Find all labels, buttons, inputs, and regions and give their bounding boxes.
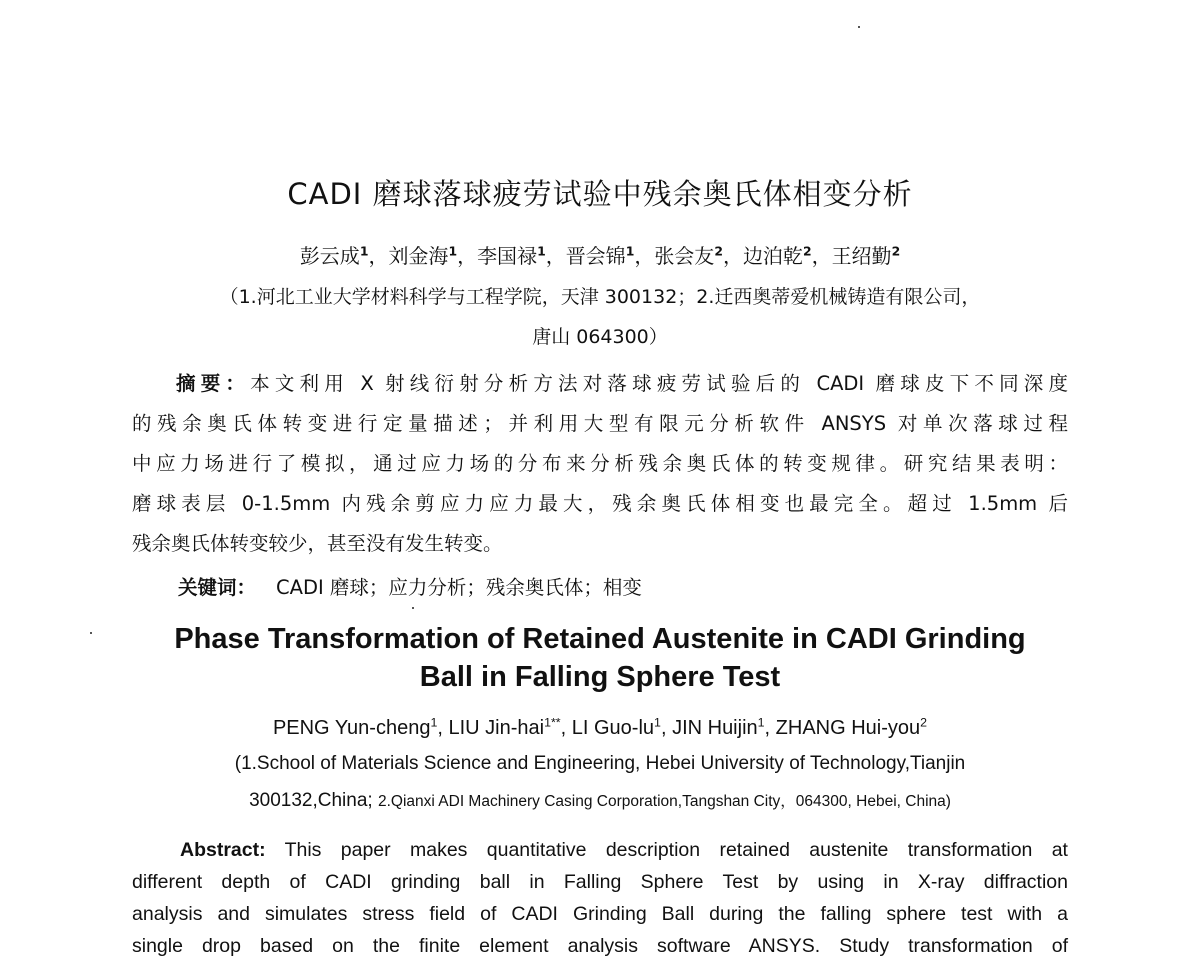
english-author-affiliation-mark: 1: [757, 715, 765, 730]
chinese-author-name: 边泊乾: [742, 244, 803, 268]
english-abstract-line: Abstract: This paper makes quantitative description retained austenite transformation at: [180, 839, 1068, 861]
english-author-affiliation-mark: 2: [920, 715, 928, 730]
chinese-abstract-line: 残余奥氏体转变较少，甚至没有发生转变。: [132, 532, 503, 555]
chinese-author-affiliation-mark: 1: [359, 243, 369, 259]
scan-speck: [412, 607, 414, 609]
english-author-separator: ,: [560, 717, 572, 739]
chinese-abstract-line: 中应力场进行了模拟，通过应力场的分布来分析残余奥氏体的转变规律。研究结果表明：: [132, 452, 1068, 475]
chinese-author-name: 李国禄: [477, 244, 538, 268]
chinese-author-name: 彭云成: [299, 244, 360, 268]
english-author-separator: ,: [764, 717, 776, 739]
english-abstract-line: analysis and simulates stress field of CADI Grinding Ball during the falling sphere test with a: [132, 903, 1068, 925]
english-author-affiliation-mark: 1: [430, 715, 438, 730]
chinese-abstract-line: 磨球表层 0-1.5mm 内残余剪应力应力最大，残余奥氏体相变也最完全。超过 1.5mm 后: [132, 492, 1068, 515]
english-author-separator: ,: [437, 717, 449, 739]
english-author-name: PENG Yun-cheng: [272, 717, 431, 739]
chinese-author-separator: ，: [545, 244, 566, 268]
english-title-line2: Ball in Falling Sphere Test: [419, 661, 781, 693]
chinese-keywords-text: CADI 磨球；应力分析；残余奥氏体；相变: [276, 576, 642, 599]
chinese-author-name: 王绍勤: [831, 244, 892, 268]
english-title-line1: Phase Transformation of Retained Austenite in CADI Grinding: [174, 623, 1026, 655]
chinese-keywords: [178, 572, 642, 600]
chinese-author-name: 晋会锦: [565, 244, 626, 268]
english-author-affiliation-mark: 1: [654, 715, 661, 730]
english-author-name: JIN Huijin: [672, 717, 758, 739]
english-affiliation-line1: (1.School of Materials Science and Engineering, Hebei University of Technology,Tianjin: [234, 753, 966, 774]
scan-speck: [858, 26, 860, 28]
chinese-author-separator: ，: [457, 244, 478, 268]
chinese-affiliation-line2: 唐山 064300）: [532, 326, 668, 348]
chinese-title: [0, 172, 1200, 213]
english-author-name: LI Guo-lu: [571, 717, 655, 739]
chinese-author-separator: ，: [368, 244, 389, 268]
chinese-author-separator: ，: [722, 244, 743, 268]
english-abstract-line: single drop based on the finite element analysis software ANSYS. Study transformation of: [132, 935, 1068, 957]
chinese-author-affiliation-mark: 2: [802, 243, 812, 259]
chinese-abstract: [132, 364, 1068, 564]
english-affiliation-line2: 300132,China; 2.Qianxi ADI Machinery Casing Corporation,Tangshan City，064300, Hebei, China): [249, 790, 951, 811]
english-author-affiliation-mark: 1**: [544, 715, 561, 730]
chinese-author-affiliation-mark: 1: [537, 243, 546, 259]
chinese-author-affiliation-mark: 2: [891, 243, 901, 259]
chinese-keywords-label: 关键词：: [178, 576, 257, 599]
chinese-title-text: CADI 磨球落球疲劳试验中残余奥氏体相变分析: [287, 177, 913, 211]
chinese-author-separator: ，: [634, 244, 655, 268]
chinese-author-affiliation-mark: 1: [625, 243, 635, 259]
english-author-name: LIU Jin-hai: [448, 717, 545, 739]
chinese-abstract-label: 摘要：: [176, 372, 251, 395]
chinese-affiliation-line1: （1.河北工业大学材料科学与工程学院，天津 300132；2.迁西奥蒂爱机械铸造有限公司，: [219, 286, 981, 308]
english-author-name: ZHANG Hui-you: [775, 717, 921, 739]
chinese-abstract-line: 摘要：本文利用 X 射线衍射分析方法对落球疲劳试验后的 CADI 磨球皮下不同深度: [176, 372, 1068, 395]
english-author-separator: ,: [660, 717, 673, 739]
english-abstract-line: different depth of CADI grinding ball in Falling Sphere Test by using in X-ray diffraction: [132, 871, 1068, 893]
english-authors: [0, 717, 1200, 740]
english-abstract-label: Abstract:: [180, 839, 266, 861]
chinese-author-name: 张会友: [654, 244, 715, 268]
chinese-author-affiliation-mark: 2: [714, 243, 723, 259]
chinese-author-name: 刘金海: [388, 244, 449, 268]
chinese-author-separator: ，: [811, 244, 832, 268]
chinese-abstract-line: 的残余奥氏体转变进行定量描述；并利用大型有限元分析软件 ANSYS 对单次落球过程: [132, 412, 1068, 435]
chinese-authors: [0, 240, 1200, 269]
chinese-author-affiliation-mark: 1: [448, 243, 458, 259]
english-abstract: [132, 834, 1068, 962]
